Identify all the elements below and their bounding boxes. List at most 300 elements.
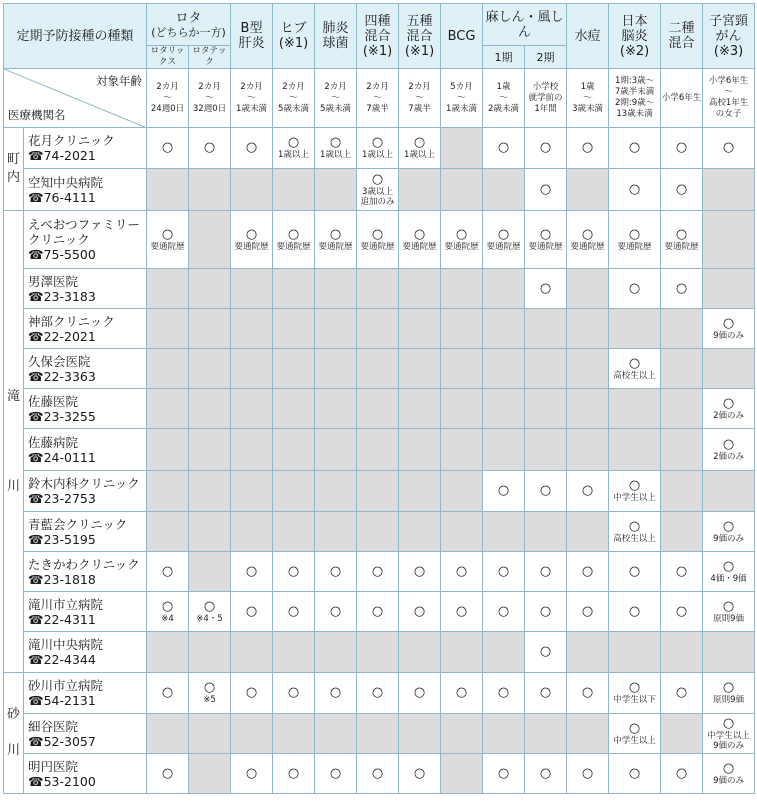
available-mark: ○ <box>413 685 426 700</box>
available-mark: ○ <box>581 563 594 579</box>
vaccine-cell <box>703 211 755 269</box>
vaccine-cell <box>357 269 399 309</box>
vaccine-cell <box>399 632 441 673</box>
available-mark: ○ <box>722 760 735 776</box>
vaccine-cell <box>483 471 525 512</box>
mr-sub-2: 2期 <box>525 46 567 69</box>
vaccine-cell <box>231 429 273 471</box>
available-mark: ○ <box>245 140 258 155</box>
vaccine-cell <box>273 211 315 269</box>
vaccine-cell <box>525 211 567 269</box>
vaccine-cell <box>147 269 189 309</box>
available-mark: ○ <box>581 603 594 619</box>
available-mark: ○ <box>628 355 641 371</box>
cell-note: 2価のみ <box>713 451 744 462</box>
available-mark: ○ <box>628 603 641 619</box>
table-row <box>4 269 755 309</box>
available-mark: ○ <box>628 518 641 534</box>
vaccine-cell <box>567 349 609 389</box>
clinic-name: 明円医院 <box>28 758 79 774</box>
vaccine-cell <box>525 349 567 389</box>
clinic-cell <box>24 632 147 673</box>
table-row <box>4 169 755 211</box>
vaccine-cell <box>567 552 609 592</box>
clinic-cell <box>24 169 147 211</box>
available-mark: ○ <box>539 226 552 242</box>
vaccine-cell <box>483 429 525 471</box>
vaccine-cell <box>273 632 315 673</box>
vaccine-cell <box>703 429 755 471</box>
available-mark: ○ <box>722 715 735 731</box>
vaccine-cell <box>231 754 273 794</box>
phone-number: 53-2100 <box>43 773 96 789</box>
vaccine-cell <box>441 754 483 794</box>
vaccine-cell <box>357 429 399 471</box>
cell-note: 要通院歴 <box>570 241 605 252</box>
clinic-name: たきかわクリニック <box>28 556 140 572</box>
available-mark: ○ <box>161 140 174 155</box>
clinic-cell <box>24 211 147 269</box>
cell-note: 1歳以上 <box>362 150 393 160</box>
clinic-cell <box>24 754 147 794</box>
vaccine-cell <box>483 552 525 592</box>
age-facility-corner <box>4 69 147 128</box>
vaccine-cell <box>231 552 273 592</box>
vaccine-cell <box>703 512 755 552</box>
phone-number: 76-4111 <box>43 189 96 205</box>
col-varicella: 水痘 <box>567 4 609 69</box>
vaccine-cell <box>483 269 525 309</box>
table-row <box>4 754 755 794</box>
phone-number: 23-2753 <box>43 491 96 506</box>
vaccine-cell <box>189 429 231 471</box>
available-mark: ○ <box>628 140 641 155</box>
vaccine-cell <box>703 128 755 169</box>
vaccine-cell <box>483 754 525 794</box>
vaccine-cell <box>189 309 231 349</box>
vaccine-cell <box>703 169 755 211</box>
table-row <box>4 592 755 632</box>
clinic-cell <box>24 128 147 169</box>
vaccine-cell <box>567 211 609 269</box>
available-mark: ○ <box>413 563 426 579</box>
phone-icon: ☎ <box>28 491 44 506</box>
available-mark: ○ <box>287 685 300 700</box>
cell-note: 要通院歴 <box>276 241 311 252</box>
phone-number: 54-2131 <box>43 693 96 708</box>
available-mark: ○ <box>371 685 384 700</box>
vaccine-cell <box>567 269 609 309</box>
available-mark: ○ <box>675 603 688 619</box>
available-mark: ○ <box>722 395 735 411</box>
vaccine-cell <box>483 128 525 169</box>
available-mark: ○ <box>675 140 688 155</box>
clinic-name: 青藍会クリニック <box>28 516 128 532</box>
available-mark: ○ <box>329 765 342 781</box>
available-mark: ○ <box>329 603 342 619</box>
phone-number: 22-4344 <box>43 652 96 667</box>
available-mark: ○ <box>245 226 258 242</box>
cell-note: 要通院歴 <box>318 241 353 252</box>
phone-icon: ☎ <box>28 531 44 547</box>
vaccine-cell <box>399 673 441 714</box>
vaccine-cell <box>483 211 525 269</box>
cell-note: ※4・5 <box>196 613 223 624</box>
target-age-cell: 2カ月 〜 5歳未満 <box>315 69 357 128</box>
vaccine-cell <box>315 754 357 794</box>
available-mark: ○ <box>245 563 258 579</box>
vaccine-cell <box>609 512 661 552</box>
phone-icon: ☎ <box>28 449 44 465</box>
vaccine-cell <box>189 512 231 552</box>
cell-note: 要通院歴 <box>486 241 521 252</box>
vaccine-cell <box>441 552 483 592</box>
clinic-name: 滝川中央病院 <box>28 637 104 652</box>
vaccine-cell <box>357 211 399 269</box>
cell-note: 原則9価 <box>713 613 744 624</box>
available-mark: ○ <box>539 563 552 579</box>
vaccine-cell <box>609 309 661 349</box>
vaccine-cell <box>399 512 441 552</box>
available-mark: ○ <box>497 765 510 781</box>
available-mark: ○ <box>161 765 174 781</box>
cell-note: 中学生以上 <box>613 493 656 503</box>
vaccine-cell <box>567 389 609 429</box>
vaccine-cell <box>273 754 315 794</box>
available-mark: ○ <box>455 603 468 619</box>
col-pneumo: 肺炎 球菌 <box>315 4 357 69</box>
vaccine-cell <box>703 632 755 673</box>
cell-note: 3歳以上 追加のみ <box>360 186 395 207</box>
vaccine-cell <box>357 754 399 794</box>
vaccine-cell <box>399 471 441 512</box>
available-mark: ○ <box>628 280 641 296</box>
phone-icon: ☎ <box>28 693 44 708</box>
clinic-cell <box>24 673 147 714</box>
available-mark: ○ <box>628 765 641 781</box>
available-mark: ○ <box>413 603 426 619</box>
clinic-phone <box>28 491 146 506</box>
vaccine-cell <box>189 269 231 309</box>
vaccine-cell <box>609 128 661 169</box>
vaccine-cell <box>441 592 483 632</box>
vaccine-cell <box>567 632 609 673</box>
vaccine-cell <box>399 754 441 794</box>
area-label: 町 内 <box>4 128 24 211</box>
vaccine-cell <box>441 512 483 552</box>
available-mark: ○ <box>581 685 594 700</box>
available-mark: ○ <box>455 226 468 242</box>
vaccine-cell <box>273 512 315 552</box>
vaccine-cell <box>273 429 315 471</box>
vaccine-cell <box>483 309 525 349</box>
clinic-cell <box>24 714 147 754</box>
phone-number: 22-3363 <box>43 368 96 384</box>
vaccine-cell <box>441 211 483 269</box>
available-mark: ○ <box>628 563 641 579</box>
available-mark: ○ <box>329 226 342 242</box>
vaccine-cell <box>661 673 703 714</box>
clinic-phone <box>28 612 146 627</box>
target-age-cell: 2カ月 〜 24週0日 <box>147 69 189 128</box>
vaccine-cell <box>567 309 609 349</box>
vaccine-cell <box>357 389 399 429</box>
table-row <box>4 309 755 349</box>
target-age-cell: 5カ月 〜 1歳未満 <box>441 69 483 128</box>
vaccine-cell <box>273 673 315 714</box>
vaccine-cell <box>441 128 483 169</box>
col-hib: ヒブ (※1) <box>273 4 315 69</box>
vaccine-cell <box>525 128 567 169</box>
vaccine-cell <box>189 552 231 592</box>
cell-note: 9価のみ <box>713 533 744 544</box>
vaccine-cell <box>147 169 189 211</box>
cell-note: 要通院歴 <box>402 241 437 252</box>
available-mark: ○ <box>497 140 510 155</box>
available-mark: ○ <box>371 135 384 150</box>
vaccine-cell <box>703 471 755 512</box>
clinic-name: 佐藤病院 <box>28 434 79 450</box>
available-mark: ○ <box>581 140 594 155</box>
vaccine-cell <box>315 389 357 429</box>
vaccine-cell <box>189 128 231 169</box>
cell-note: 要通院歴 <box>528 241 563 252</box>
phone-number: 22-2021 <box>43 328 96 344</box>
vaccine-cell <box>399 309 441 349</box>
vaccine-cell <box>231 471 273 512</box>
clinic-phone <box>28 329 146 344</box>
clinic-name: 男澤医院 <box>28 273 79 289</box>
cell-note: ※5 <box>203 695 216 705</box>
vaccine-cell <box>441 673 483 714</box>
vaccine-cell <box>273 269 315 309</box>
vaccine-cell <box>315 429 357 471</box>
vaccine-cell <box>147 512 189 552</box>
vaccine-cell <box>231 512 273 552</box>
vaccine-cell <box>357 128 399 169</box>
cell-note: 1歳以上 <box>278 150 309 160</box>
phone-icon: ☎ <box>28 733 44 749</box>
vaccine-cell <box>357 632 399 673</box>
available-mark: ○ <box>675 765 688 781</box>
available-mark: ○ <box>722 680 735 695</box>
available-mark: ○ <box>675 685 688 700</box>
rota-label: ロタ <box>175 10 202 26</box>
available-mark: ○ <box>722 436 735 452</box>
vaccine-cell <box>661 211 703 269</box>
vaccine-cell <box>609 714 661 754</box>
table-row <box>4 673 755 714</box>
clinic-cell <box>24 592 147 632</box>
vaccine-cell <box>567 714 609 754</box>
table-row <box>4 128 755 169</box>
vaccine-cell <box>357 673 399 714</box>
vaccine-cell <box>147 309 189 349</box>
available-mark: ○ <box>161 563 174 579</box>
vaccine-cell <box>703 309 755 349</box>
col-mr: 麻しん・風しん <box>483 4 567 46</box>
clinic-name: 空知中央病院 <box>28 174 104 190</box>
col-je: 日本 脳炎 (※2) <box>609 4 661 69</box>
vaccine-cell <box>399 592 441 632</box>
clinic-phone <box>28 450 146 465</box>
vaccine-cell <box>703 673 755 714</box>
target-age-cell: 1歳 〜 2歳未満 <box>483 69 525 128</box>
phone-number: 24-0111 <box>43 449 96 465</box>
available-mark: ○ <box>722 598 735 614</box>
cell-note: 要通院歴 <box>617 241 652 252</box>
clinic-phone <box>28 409 146 424</box>
vaccine-cell <box>399 389 441 429</box>
phone-icon: ☎ <box>28 328 44 344</box>
clinic-phone <box>28 693 146 708</box>
vaccine-cell <box>483 512 525 552</box>
vaccine-cell <box>483 714 525 754</box>
vaccine-cell <box>661 754 703 794</box>
target-age-cell: 小学校 就学前の 1年間 <box>525 69 567 128</box>
clinic-phone <box>28 774 146 789</box>
vaccine-cell <box>357 512 399 552</box>
available-mark: ○ <box>675 280 688 296</box>
available-mark: ○ <box>455 685 468 700</box>
available-mark: ○ <box>329 563 342 579</box>
phone-number: 23-5195 <box>43 531 96 547</box>
clinic-name: 鈴木内科クリニック <box>28 476 140 491</box>
vaccine-cell <box>231 169 273 211</box>
available-mark: ○ <box>539 140 552 155</box>
clinic-cell <box>24 429 147 471</box>
vaccine-cell <box>399 552 441 592</box>
vaccine-cell <box>399 714 441 754</box>
available-mark: ○ <box>413 226 426 242</box>
vaccine-cell <box>703 349 755 389</box>
vaccine-cell <box>231 349 273 389</box>
table-row <box>4 429 755 471</box>
vaccine-cell <box>189 169 231 211</box>
available-mark: ○ <box>497 483 510 498</box>
available-mark: ○ <box>497 603 510 619</box>
facility-label: 医療機関名 <box>8 108 66 122</box>
vaccine-cell <box>273 471 315 512</box>
vaccine-cell <box>147 673 189 714</box>
vaccine-cell <box>231 673 273 714</box>
vaccine-cell <box>231 714 273 754</box>
cell-note: 1歳以上 <box>320 150 351 160</box>
available-mark: ○ <box>287 603 300 619</box>
vaccine-cell <box>315 211 357 269</box>
vaccine-cell <box>609 389 661 429</box>
clinic-cell <box>24 269 147 309</box>
phone-number: 52-3057 <box>43 733 96 749</box>
vaccine-cell <box>609 592 661 632</box>
vaccine-cell <box>567 128 609 169</box>
target-age-cell: 小学6年生 〜 高校1年生 の女子 <box>703 69 755 128</box>
vaccine-cell <box>483 389 525 429</box>
vaccine-cell <box>661 269 703 309</box>
clinic-cell <box>24 512 147 552</box>
col-five: 五種 混合 (※1) <box>399 4 441 69</box>
vaccine-cell <box>357 349 399 389</box>
clinic-name: えべおつファミリー クリニック <box>28 217 140 247</box>
available-mark: ○ <box>161 598 174 614</box>
cell-note: 要通院歴 <box>150 241 185 252</box>
clinic-name: 神部クリニック <box>28 313 115 329</box>
clinic-name: 細谷医院 <box>28 718 79 734</box>
clinic-phone <box>28 190 146 205</box>
vaccine-cell <box>357 714 399 754</box>
available-mark: ○ <box>371 603 384 619</box>
clinic-cell <box>24 389 147 429</box>
clinic-name: 佐藤医院 <box>28 393 79 409</box>
vaccine-cell <box>703 552 755 592</box>
vaccine-cell <box>703 714 755 754</box>
available-mark: ○ <box>287 135 300 150</box>
cell-note: 4価・9価 <box>710 573 747 584</box>
available-mark: ○ <box>539 685 552 700</box>
vaccine-cell <box>189 673 231 714</box>
vaccine-cell <box>661 128 703 169</box>
phone-icon: ☎ <box>28 611 44 627</box>
cell-note: 2価のみ <box>713 410 744 421</box>
clinic-phone <box>28 369 146 384</box>
clinic-cell <box>24 349 147 389</box>
clinic-cell <box>24 552 147 592</box>
col-hepb: B型 肝炎 <box>231 4 273 69</box>
phone-icon: ☎ <box>28 148 44 163</box>
clinic-phone <box>28 532 146 547</box>
table-row <box>4 512 755 552</box>
vaccine-cell <box>189 632 231 673</box>
vaccine-cell <box>567 471 609 512</box>
clinic-name: 砂川市立病院 <box>28 678 104 693</box>
available-mark: ○ <box>371 765 384 781</box>
target-age-cell: 2カ月 〜 32週0日 <box>189 69 231 128</box>
table-row <box>4 552 755 592</box>
vaccine-cell <box>399 269 441 309</box>
table-row <box>4 349 755 389</box>
vaccine-cell <box>147 552 189 592</box>
vaccine-cell <box>483 592 525 632</box>
available-mark: ○ <box>245 603 258 619</box>
target-age-cell: 2カ月 〜 5歳未満 <box>273 69 315 128</box>
cell-note: 9価のみ <box>713 775 744 786</box>
available-mark: ○ <box>675 226 688 242</box>
vaccine-cell <box>189 714 231 754</box>
target-age-cell: 2カ月 〜 7歳半 <box>399 69 441 128</box>
available-mark: ○ <box>581 226 594 242</box>
cell-note: ※4 <box>161 613 174 624</box>
vaccine-cell <box>315 592 357 632</box>
available-mark: ○ <box>628 680 641 695</box>
table-row <box>4 389 755 429</box>
vaccine-cell <box>525 169 567 211</box>
vaccine-cell <box>315 552 357 592</box>
vaccine-cell <box>525 552 567 592</box>
vaccine-cell <box>703 592 755 632</box>
cell-note: 中学生以上 9価のみ <box>707 730 750 751</box>
available-mark: ○ <box>628 720 641 736</box>
available-mark: ○ <box>675 181 688 197</box>
available-mark: ○ <box>371 226 384 242</box>
vaccine-cell <box>441 632 483 673</box>
rota-sub-rotateq: ロタテック <box>189 46 231 69</box>
vaccine-cell <box>609 552 661 592</box>
vaccine-cell <box>231 592 273 632</box>
clinic-phone <box>28 148 146 163</box>
available-mark: ○ <box>539 603 552 619</box>
phone-number: 75-5500 <box>43 247 96 262</box>
vaccine-cell <box>357 471 399 512</box>
